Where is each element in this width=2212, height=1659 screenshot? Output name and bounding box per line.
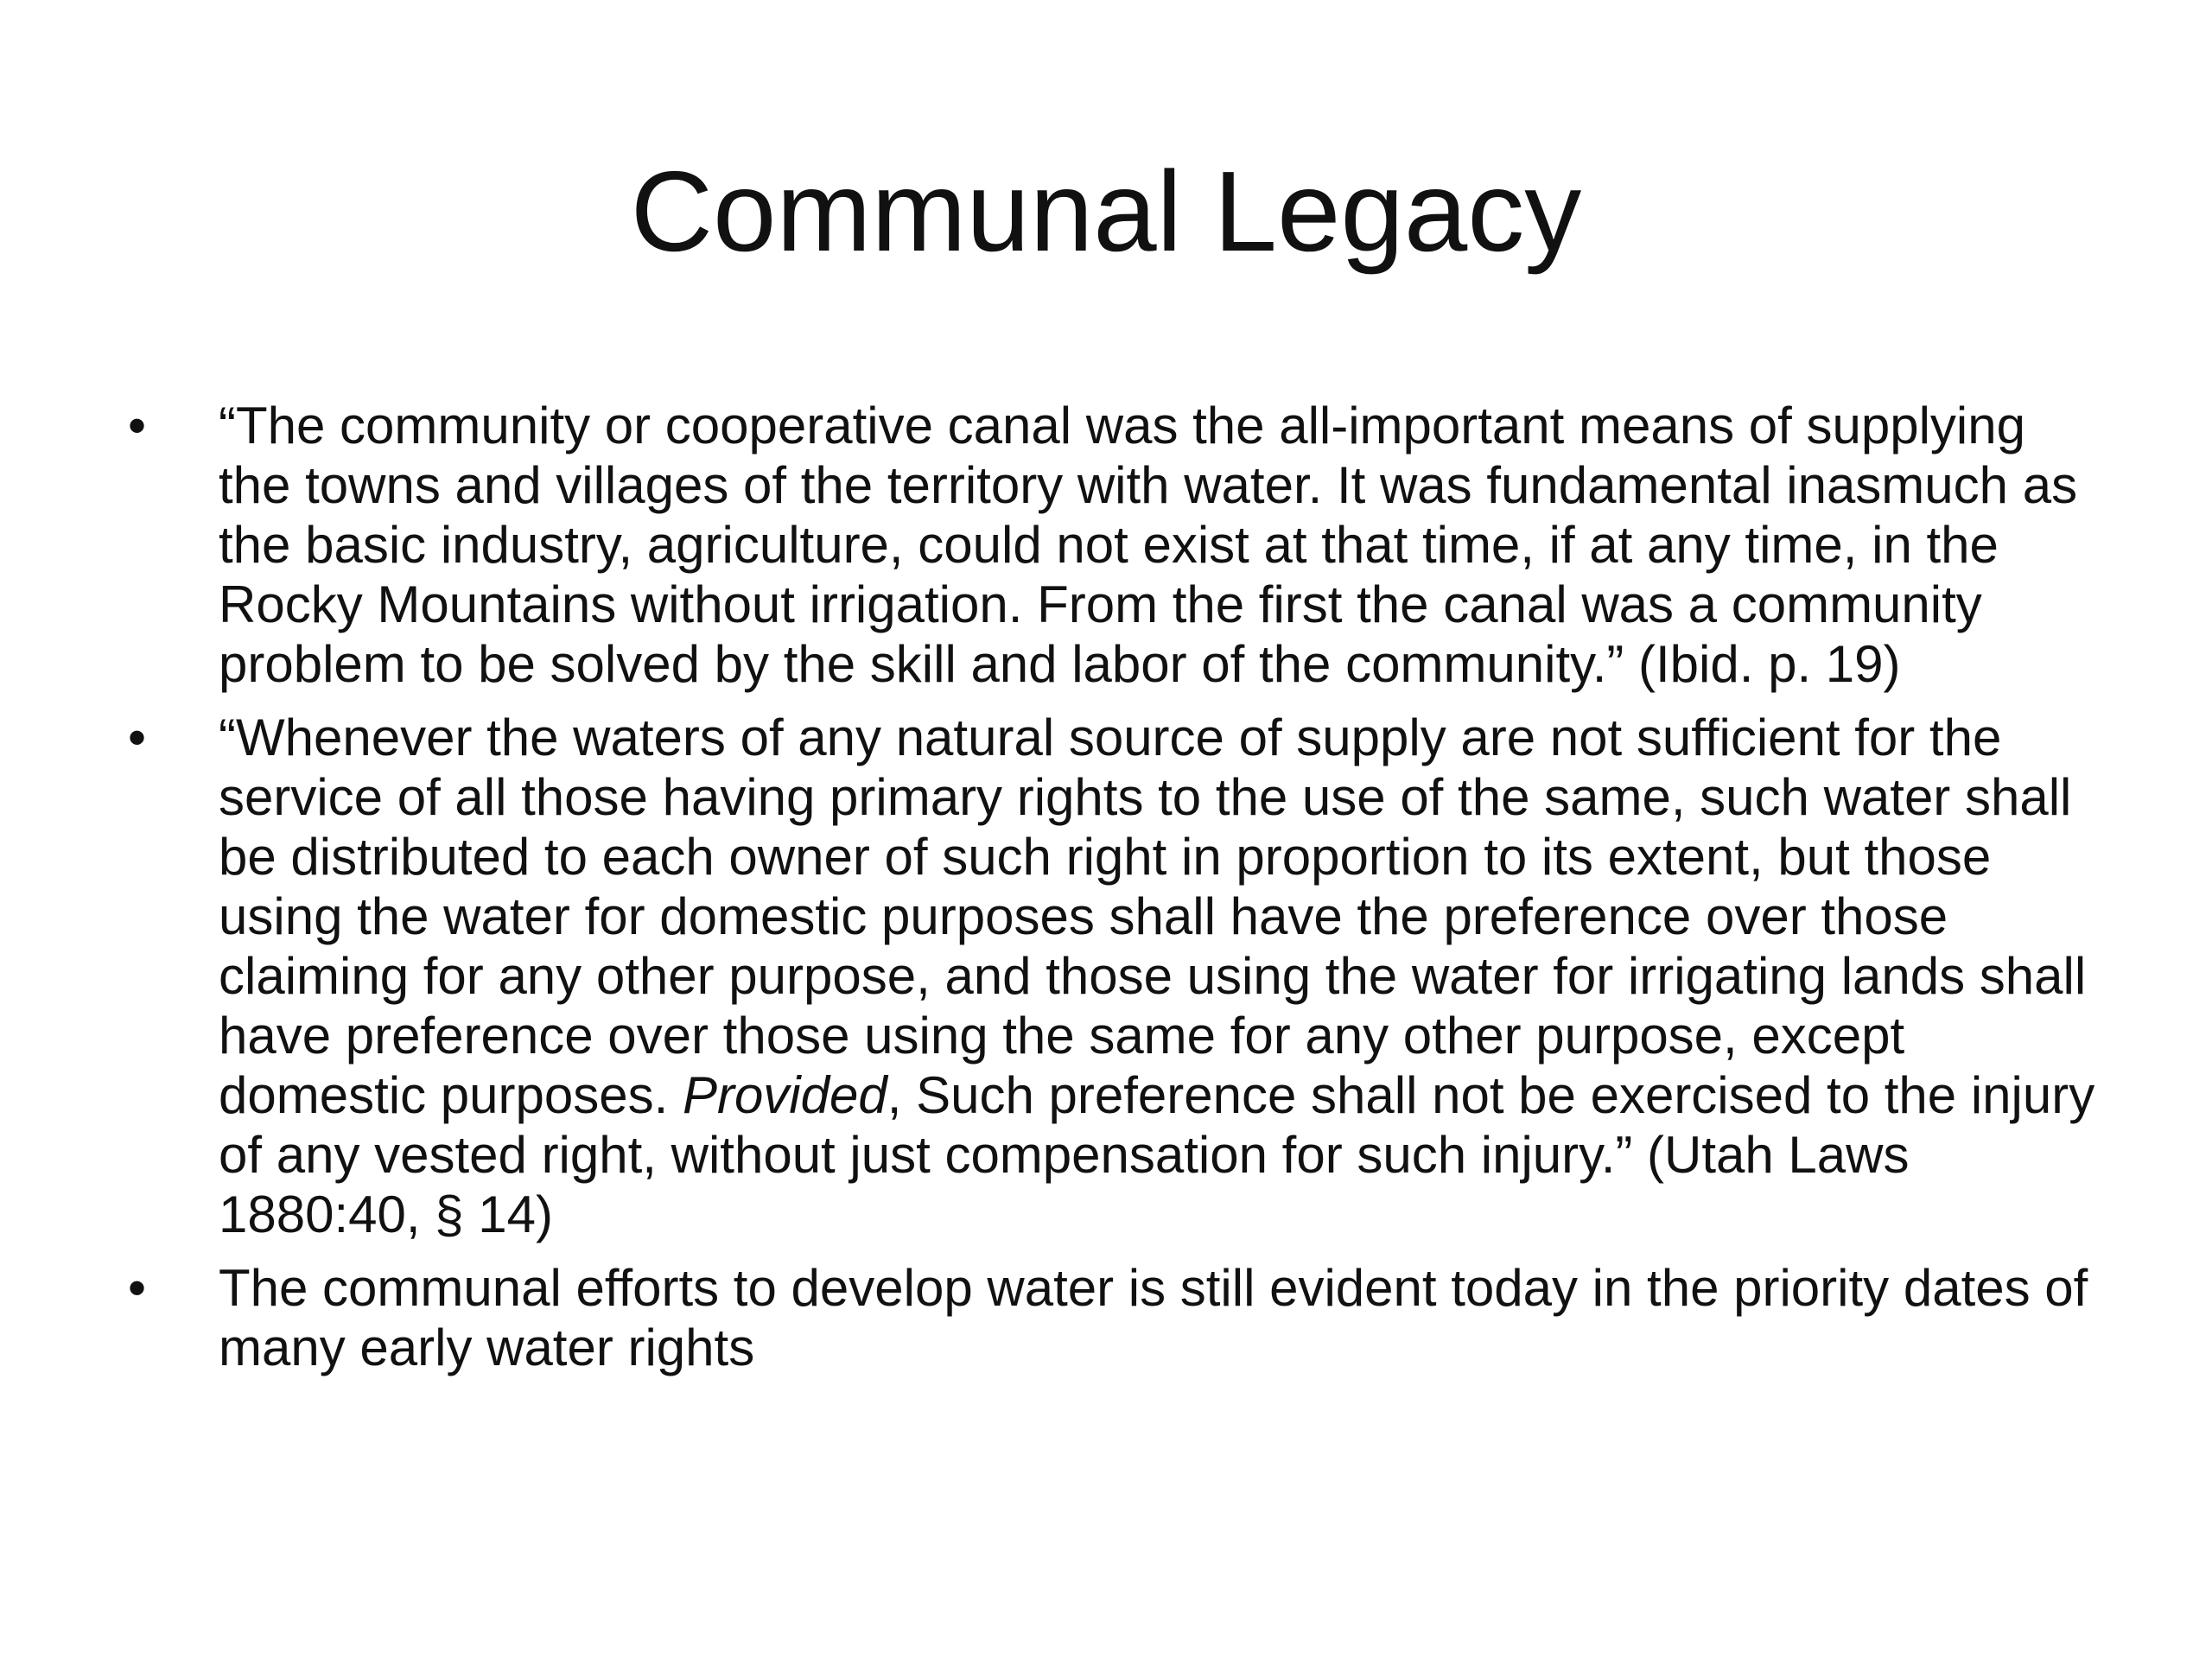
slide-title: Communal Legacy [630,148,1582,275]
bullet-list [128,396,2107,1391]
bullet-text-2-part-2: , Such preference shall not be exercised to the injury of any vested right, without just compensation for such injury.” (Utah Laws 1880:40, § 14) [219,1066,2095,1243]
bullet-text-3: The communal efforts to develop water is still evident today in the priority dates of many early water rights [219,1259,2088,1376]
bullet-dot-icon: • [128,709,147,766]
bullet-dot-icon: • [128,397,147,454]
bullet-item-3 [128,1258,2107,1377]
bullet-text-2 [219,709,2094,1243]
bullet-item-2 [128,708,2107,1244]
bullet-dot-icon: • [128,1259,147,1317]
bullet-text-1: “The community or cooperative canal was the all-important means of supplying the towns and villages of the territory with water. It was fundamental inasmuch as the basic industry, agriculture, could not exist at that time, if at any time, in the Rocky Mountains without irrigation. From the first the canal was a community problem to be solved by the skill and labor of the community.” (Ibid. p. 19) [219,397,2078,693]
bullet-text-2-part-1: “Whenever the waters of any natural source of supply are not sufficient for the service of all those having primary rights to the use of the same, such water shall be distributed to each owner of such right in proportion to its extent, but those using the water for domestic purposes shall have the preference over those claiming for any other purpose, and those using the water for irrigating lands shall have preference over those using the same for any other purpose, except domestic purposes. [219,709,2087,1124]
bullet-text-2-italic: Provided [682,1066,887,1124]
bullet-item-1 [128,396,2107,694]
